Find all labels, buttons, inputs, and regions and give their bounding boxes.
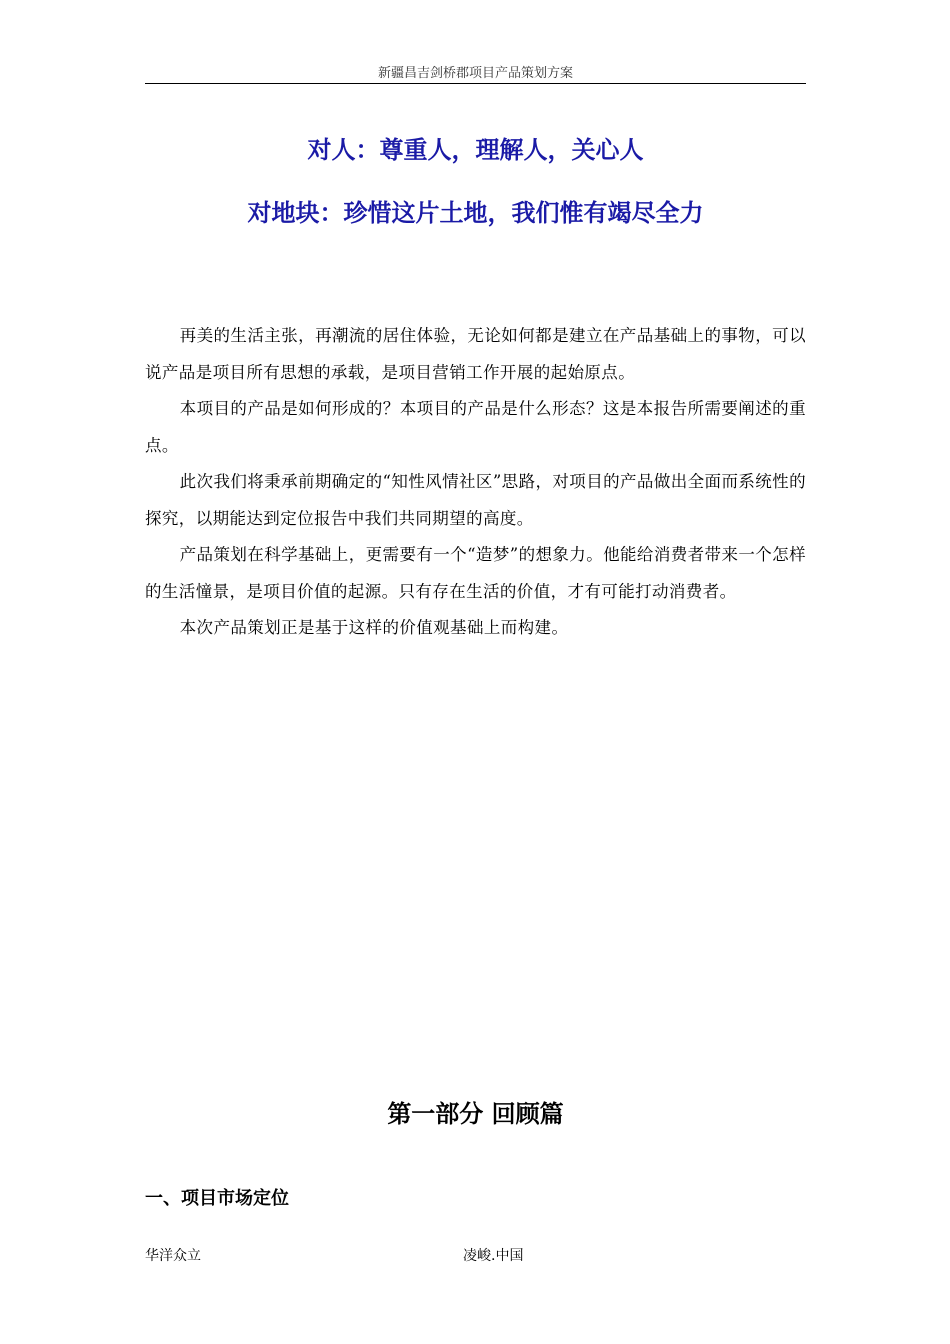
header-title: 新疆昌吉剑桥郡项目产品策划方案 [377, 66, 573, 81]
motto-land: 对地块：珍惜这片土地，我们惟有竭尽全力 [247, 199, 704, 227]
header-divider [145, 83, 806, 84]
paragraph: 本项目的产品是如何形成的？本项目的产品是什么形态？这是本报告所需要阐述的重点。 [145, 399, 806, 455]
paragraph: 再美的生活主张，再潮流的居住体验，无论如何都是建立在产品基础上的事物，可以说产品是项目所有思想的承载，是项目营销工作开展的起始原点。 [145, 326, 806, 382]
paragraph: 本次产品策划正是基于这样的价值观基础上而构建。 [179, 618, 569, 637]
subsection-title: 一、项目市场定位 [145, 1188, 289, 1209]
section-title: 第一部分 回顾篇 [387, 1100, 564, 1128]
paragraph: 产品策划在科学基础上，更需要有一个“造梦”的想象力。他能给消费者带来一个怎样的生活憧景，是项目价值的起源。只有存在生活的价值，才有可能打动消费者。 [145, 545, 806, 601]
motto-people: 对人：尊重人，理解人，关心人 [307, 136, 644, 164]
paragraph: 此次我们将秉承前期确定的“知性风情社区”思路，对项目的产品做出全面而系统性的探究，以期能达到定位报告中我们共同期望的高度。 [145, 472, 806, 528]
footer-company: 华洋众立 [145, 1248, 201, 1264]
intro-body [145, 318, 806, 647]
footer-site: 凌峻.中国 [463, 1248, 524, 1264]
